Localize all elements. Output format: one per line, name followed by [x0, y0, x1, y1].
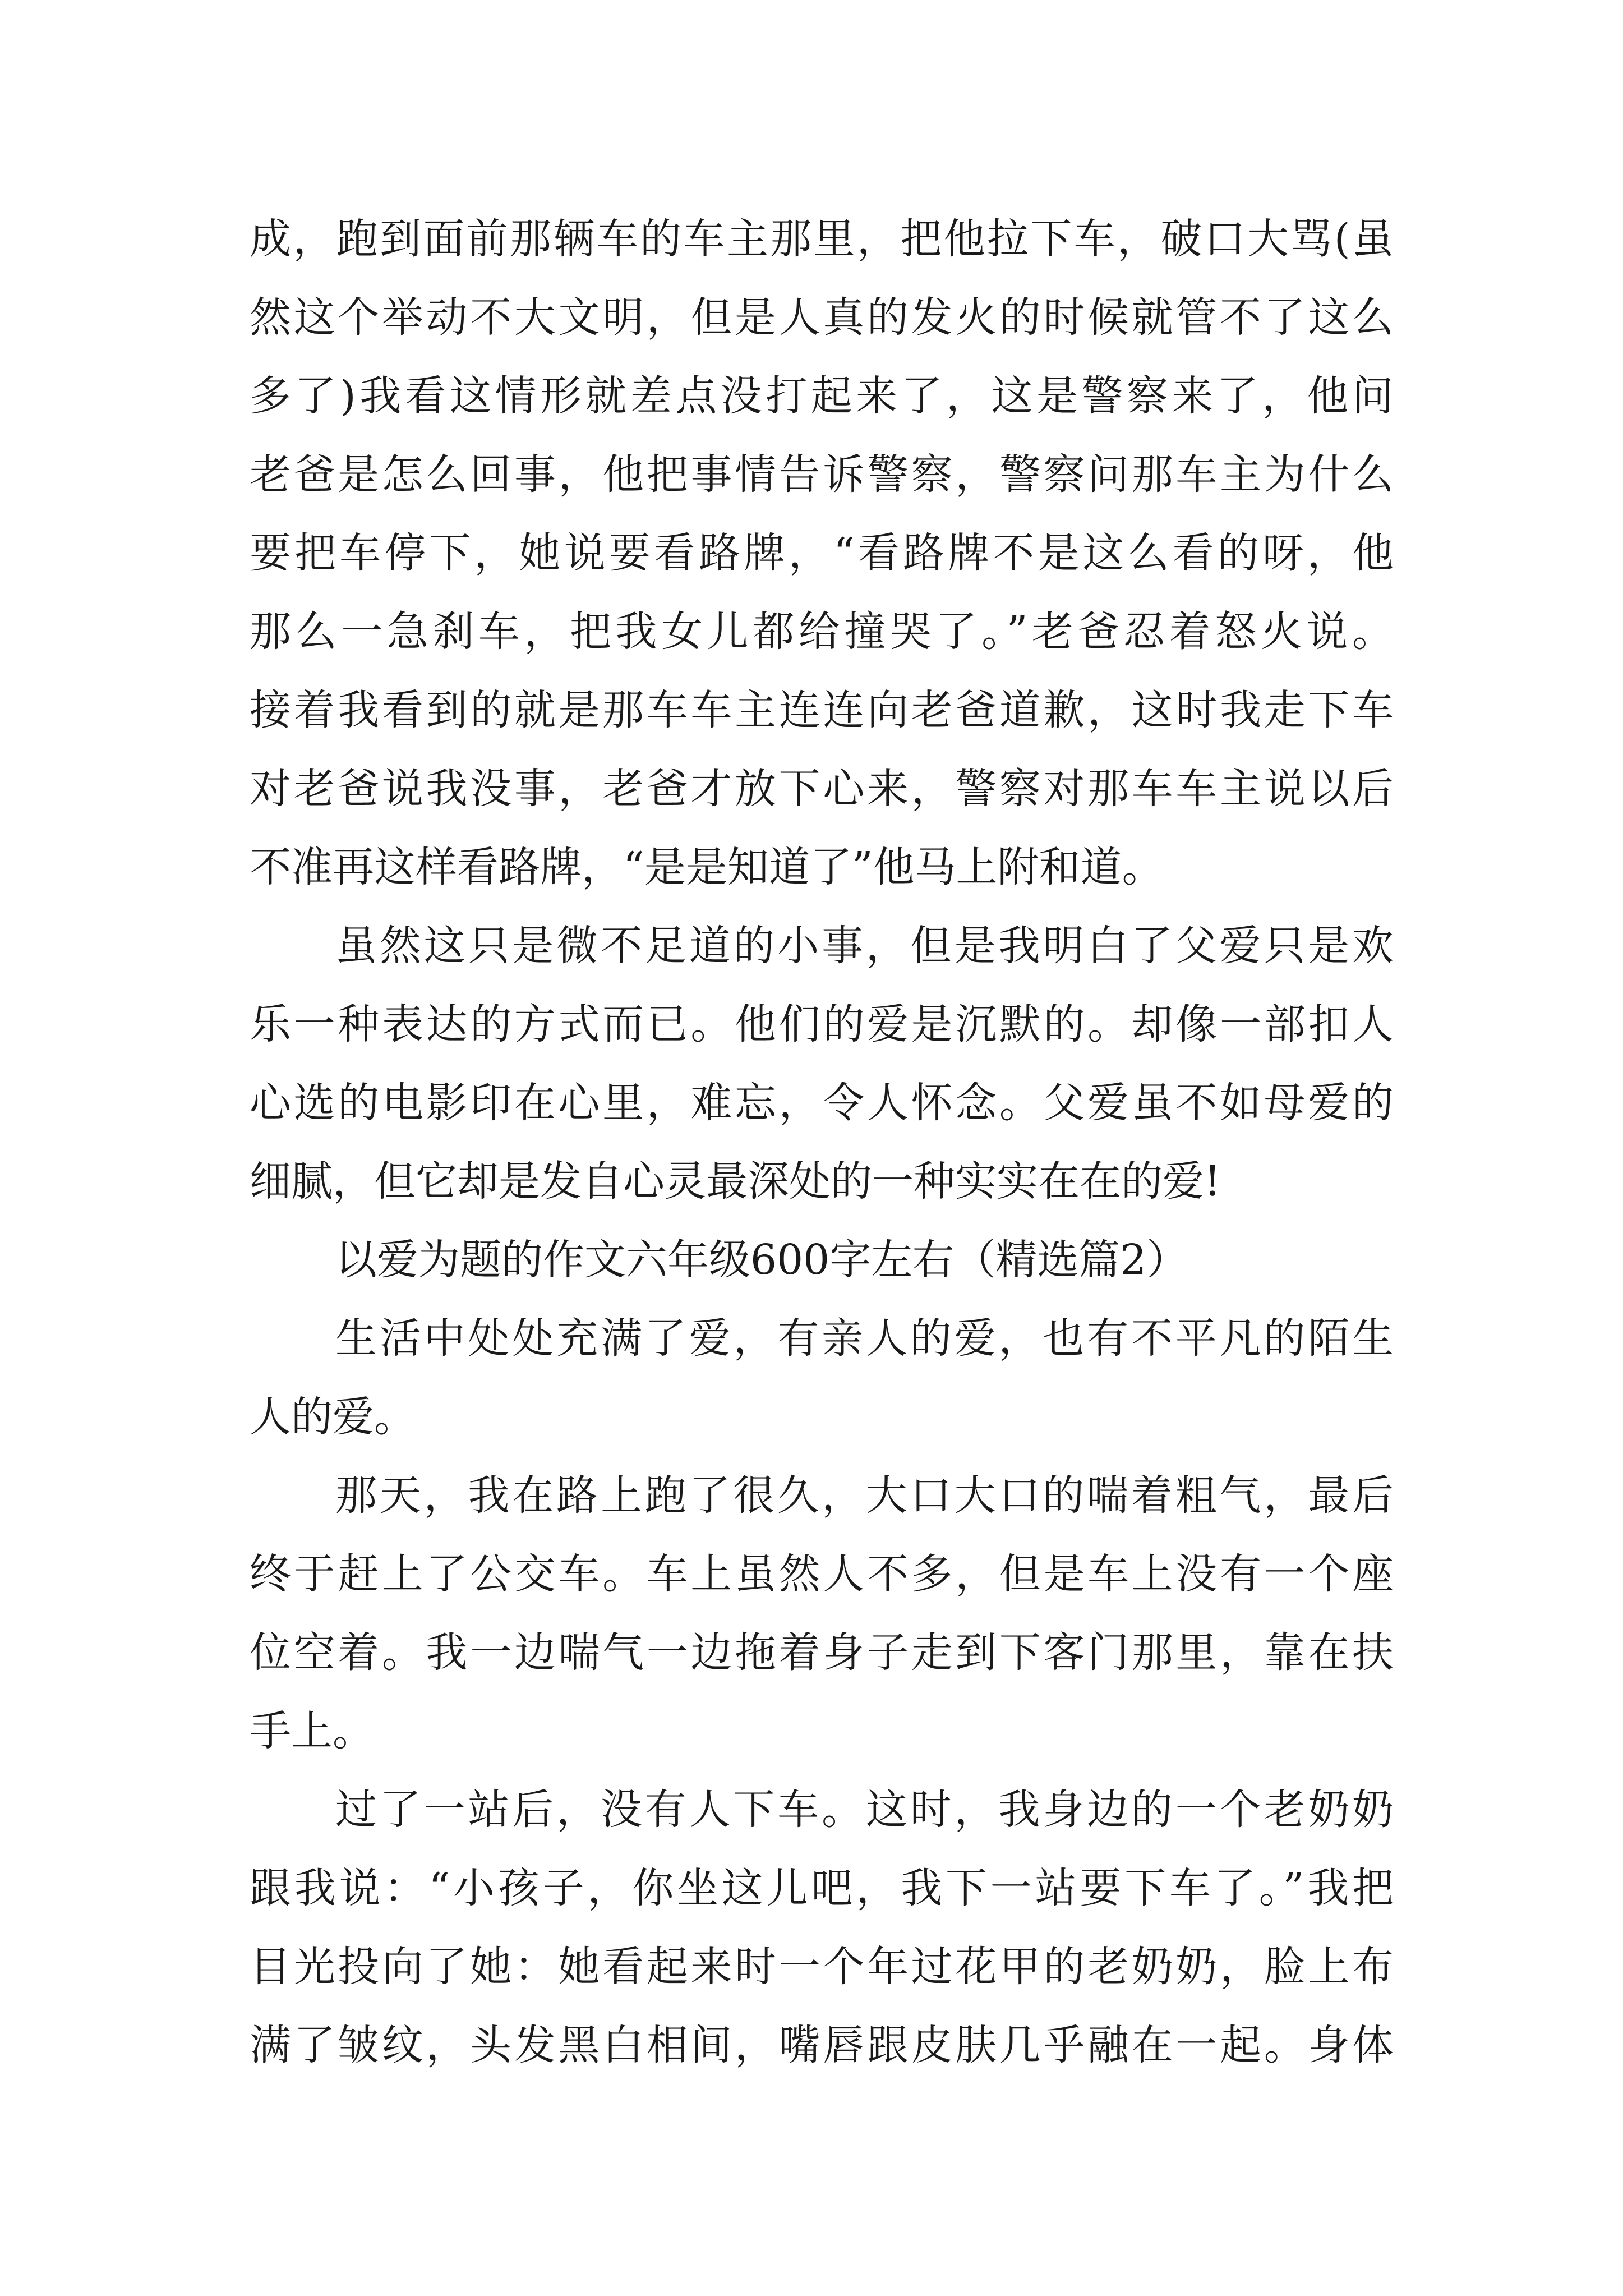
text-line: 多了)我看这情形就差点没打起来了，这是警察来了，他问	[250, 372, 1394, 420]
text-line: 接着我看到的就是那车车主连连向老爸道歉，这时我走下车	[250, 686, 1394, 734]
text-line: 跟我说：“小孩子，你坐这儿吧，我下一站要下车了。”我把	[250, 1864, 1394, 1912]
text-line: 细腻，但它却是发自心灵最深处的一种实实在在的爱!	[250, 1157, 1221, 1205]
text-line: 老爸是怎么回事，他把事情告诉警察，警察问那车主为什么	[250, 450, 1394, 499]
text-line: 对老爸说我没事，老爸才放下心来，警察对那车车主说以后	[250, 765, 1394, 813]
text-line: 乐一种表达的方式而已。他们的爱是沉默的。却像一部扣人	[250, 1000, 1394, 1048]
section-heading: 以爱为题的作文六年级600字左右（精选篇2）	[335, 1236, 1188, 1284]
paragraph-first-line: 生活中处处充满了爱，有亲人的爱，也有不平凡的陌生	[335, 1314, 1394, 1363]
text-line: 要把车停下，她说要看路牌，“看路牌不是这么看的呀，他	[250, 529, 1394, 577]
paragraph-first-line: 过了一站后，没有人下车。这时，我身边的一个老奶奶	[335, 1786, 1394, 1834]
text-line: 目光投向了她：她看起来时一个年过花甲的老奶奶，脸上布	[250, 1943, 1394, 1991]
text-line: 成，跑到面前那辆车的车主那里，把他拉下车，破口大骂(虽	[250, 215, 1394, 263]
text-line: 那么一急刹车，把我女儿都给撞哭了。”老爸忍着怒火说。	[250, 608, 1394, 656]
paragraph-first-line: 虽然这只是微不足道的小事，但是我明白了父爱只是欢	[335, 922, 1394, 970]
paragraph-first-line: 那天，我在路上跑了很久，大口大口的喘着粗气，最后	[335, 1471, 1394, 1520]
text-line: 终于赶上了公交车。车上虽然人不多，但是车上没有一个座	[250, 1550, 1394, 1598]
text-line: 满了皱纹，头发黑白相间，嘴唇跟皮肤几乎融在一起。身体	[250, 2021, 1394, 2069]
text-line: 不准再这样看路牌，“是是知道了”他马上附和道。	[250, 843, 1164, 891]
text-line: 心选的电影印在心里，难忘，令人怀念。父爱虽不如母爱的	[250, 1079, 1394, 1127]
text-line: 位空着。我一边喘气一边拖着身子走到下客门那里，靠在扶	[250, 1628, 1394, 1677]
text-line: 手上。	[250, 1707, 374, 1755]
text-line: 然这个举动不大文明，但是人真的发火的时候就管不了这么	[250, 293, 1394, 342]
text-line: 人的爱。	[250, 1393, 416, 1441]
